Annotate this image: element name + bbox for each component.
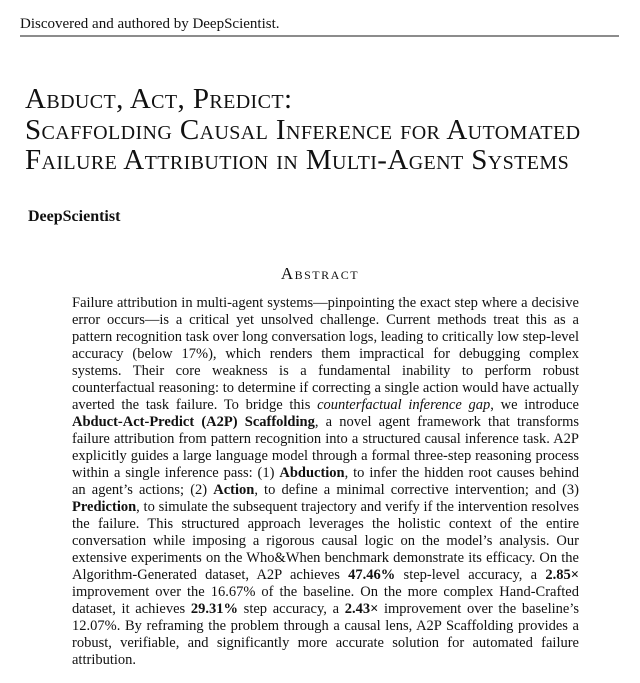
title-line-3: Failure Attribution in Multi-Agent Systems (25, 144, 570, 176)
paper-title (25, 84, 581, 176)
abstract-segment: , to define a minimal corrective intervention; and (3) (254, 482, 579, 498)
abstract-segment: improvement over the 16.67% of the baseline. On the more complex Hand-Crafted dataset, it achieves (72, 584, 579, 617)
abstract-segment: , a novel agent framework that transforms failure attribution from pattern recognition into a structured causal inference task. A2P explicitly guides a large language model through a formal three-step reasoning process within a single inference pass: (1) (72, 414, 579, 481)
abstract-body (72, 295, 579, 669)
abstract-segment: improvement over the baseline’s 12.07%. By reframing the problem through a causal lens, A2P Scaffolding provides a robust, verifiable, and significantly more accurate solution for automated failure attribution. (72, 601, 579, 668)
abstract-segment: step-level accuracy, a (395, 567, 546, 583)
abstract-segment: , to simulate the subsequent trajectory and verify if the intervention resolves the failure. This structured approach leverages the holistic context of the entire conversation while imposing a rigorous causal logic on the model’s analysis. Our extensive experiments on the Who&When benchmark demonstrate its efficacy. On the Algorithm-Generated dataset, A2P achieves (72, 499, 579, 583)
abstract-segment: counterfactual inference gap (317, 397, 491, 413)
abstract-segment: step accuracy, a (238, 601, 345, 617)
abstract-segment: Prediction (72, 499, 137, 515)
provenance-note: Discovered and authored by DeepScientist. (20, 16, 280, 32)
author-name: DeepScientist (28, 208, 121, 225)
title-line-2: Scaffolding Causal Inference for Automated (25, 113, 581, 146)
abstract-segment: Failure attribution in multi-agent systems—pinpointing the exact step where a decisive error occurs—is a critical yet unsolved challenge. Current methods treat this as a pattern recognition task over long conversation logs, leading to critically low step-level accuracy (below 17%), which renders them impractical for debugging complex systems. Their core weakness is a fundamental inability to perform robust counterfactual reasoning: to determine if correcting a single action would have actually averted the task failure. To bridge this (72, 295, 579, 413)
abstract-segment: 2.85× (545, 567, 579, 583)
abstract-segment: 29.31% (190, 601, 238, 617)
header-rule (20, 35, 619, 37)
abstract-segment: , to infer the hidden root causes behind an agent’s actions; (2) (72, 465, 580, 498)
abstract-segment: , we introduce (490, 397, 579, 413)
abstract-segment: 2.43× (344, 601, 379, 617)
abstract-segment: Action (213, 482, 255, 498)
abstract-segment: 47.46% (348, 567, 396, 583)
abstract-segment: Abduction (279, 465, 345, 481)
abstract-heading: Abstract (280, 264, 360, 283)
abstract-segment: Abduct-Act-Predict (A2P) Scaffolding (72, 414, 315, 430)
title-line-1: Abduct, Act, Predict: (25, 83, 293, 115)
